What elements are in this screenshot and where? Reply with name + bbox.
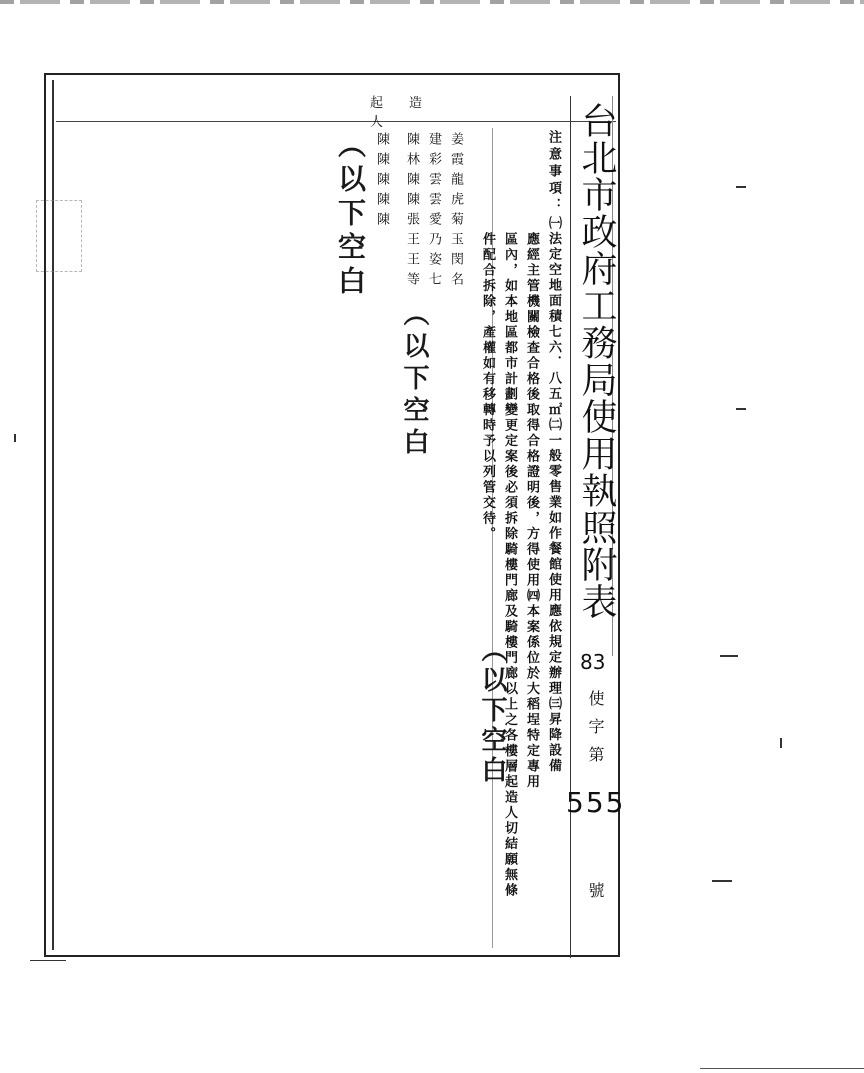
scan-speck bbox=[720, 655, 738, 657]
handwritten-blank-mark-2: （以下空白 bbox=[334, 130, 367, 300]
owners-column-4: 陳陳陳陳陳 bbox=[374, 132, 389, 232]
scan-edge-noise bbox=[0, 0, 864, 4]
owners-column-1: 姜霞龍虎菊玉閔名 bbox=[448, 132, 463, 292]
permit-type: 使字第 bbox=[586, 690, 605, 774]
permit-number: 555 bbox=[566, 786, 626, 819]
form-header-rule bbox=[56, 121, 616, 122]
owners-column-2: 建彩雲雲愛乃姿七 bbox=[426, 132, 441, 292]
note-line-3: 區內，如本地區都市計劃變更定案後必須拆除騎樓門廊及騎樓門廊以上之各樓層起造人切結願無條 bbox=[502, 232, 517, 899]
handwritten-blank-mark-1: （以下空白 bbox=[399, 300, 429, 460]
note-line-1: ㈠法定空地面積七六．八五㎡㈡一般零售業如作餐館使用應依規定辦理㈢昇降設備 bbox=[546, 216, 561, 774]
notes-label: 注意事項： bbox=[546, 130, 561, 215]
scan-smudge bbox=[36, 200, 82, 272]
owners-column-3: 陳林陳陳張王王等 bbox=[404, 132, 419, 292]
scan-speck bbox=[30, 960, 66, 961]
permit-prefix: 83 bbox=[580, 650, 606, 674]
scan-speck bbox=[14, 434, 16, 442]
owners-header: 起造人 bbox=[370, 96, 449, 130]
handwritten-blank-mark-3: （以下空白 bbox=[477, 636, 507, 786]
scan-speck bbox=[736, 408, 746, 410]
scan-speck bbox=[712, 880, 732, 882]
permit-suffix: 號 bbox=[586, 882, 605, 898]
scan-speck bbox=[780, 738, 782, 748]
scan-speck bbox=[736, 186, 746, 188]
note-line-2: 應經主管機關檢查合格後取得合格證明後，方得使用㈣本案係位於大稻埕特定專用 bbox=[524, 232, 539, 790]
note-line-4: 件配合拆除，產權如有移轉時予以列管交待。 bbox=[480, 232, 495, 542]
document-title: 台北市政府工務局使用執照附表 bbox=[576, 102, 617, 620]
scan-bottom-line bbox=[700, 1068, 864, 1069]
